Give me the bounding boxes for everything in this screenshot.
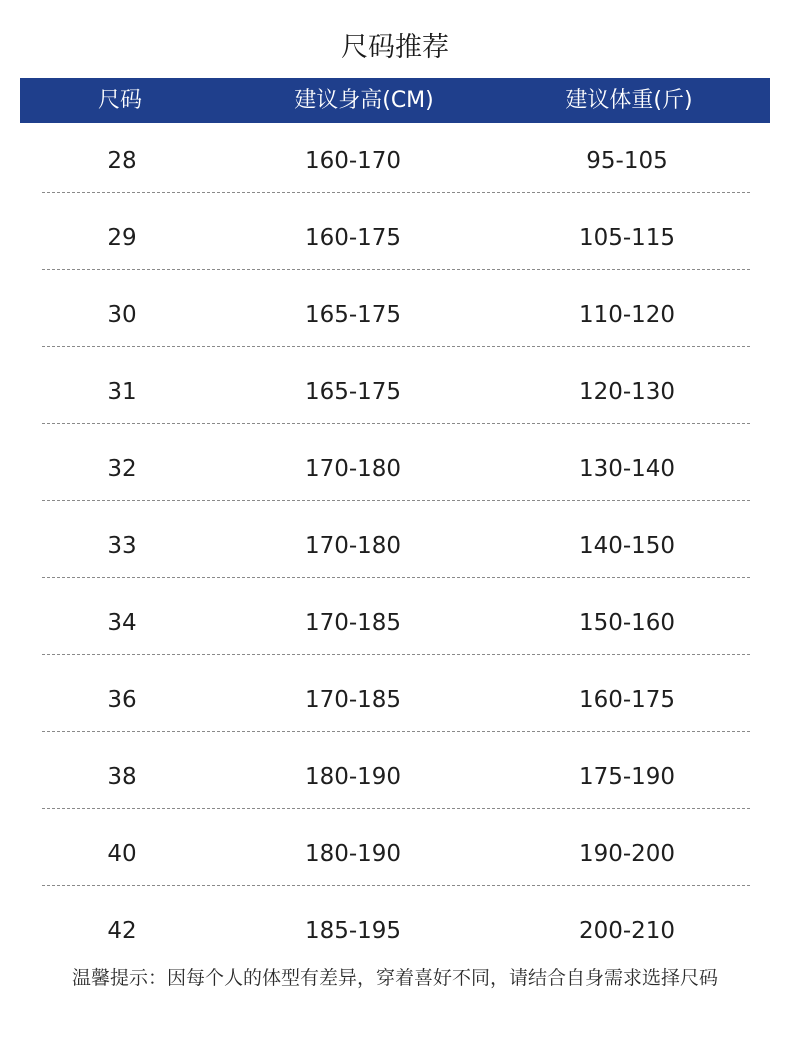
cell-height: 170-185 [304,687,402,713]
table-row [0,662,790,739]
table-row [0,893,790,970]
cell-size: 32 [107,456,137,482]
header-height: 建议身高(CM) [294,88,434,113]
table-row [0,431,790,508]
cell-weight: 120-130 [578,379,676,405]
cell-weight: 140-150 [578,533,676,559]
page-title: 尺码推荐 [341,32,449,63]
tip-note: 温馨提示：因每个人的体型有差异，穿着喜好不同，请结合自身需求选择尺码 [71,967,718,989]
table-row [0,123,790,200]
cell-height: 165-175 [304,302,402,328]
row-divider [42,346,750,347]
cell-size: 36 [107,687,137,713]
row-divider [42,269,750,270]
row-divider [42,192,750,193]
cell-height: 170-180 [304,533,402,559]
cell-height: 165-175 [304,379,402,405]
cell-height: 170-185 [304,610,402,636]
cell-size: 28 [107,148,137,174]
cell-weight: 190-200 [578,841,676,867]
table-row [0,277,790,354]
cell-weight: 105-115 [578,225,676,251]
cell-size: 40 [107,841,137,867]
header-size: 尺码 [97,88,142,113]
cell-weight: 200-210 [578,918,676,944]
header-weight: 建议体重(斤) [565,88,693,113]
row-divider [42,577,750,578]
cell-weight: 160-175 [578,687,676,713]
cell-size: 29 [107,225,137,251]
cell-weight: 95-105 [586,148,668,174]
cell-weight: 110-120 [578,302,676,328]
row-divider [42,654,750,655]
cell-height: 160-170 [304,148,402,174]
cell-height: 180-190 [304,841,402,867]
cell-size: 31 [107,379,137,405]
table-row [0,354,790,431]
table-row [0,816,790,893]
cell-weight: 150-160 [578,610,676,636]
cell-height: 170-180 [304,456,402,482]
table-row [0,585,790,662]
row-divider [42,500,750,501]
table-row [0,200,790,277]
cell-size: 33 [107,533,137,559]
cell-size: 34 [107,610,137,636]
cell-weight: 130-140 [578,456,676,482]
cell-size: 30 [107,302,137,328]
cell-height: 180-190 [304,764,402,790]
cell-size: 42 [107,918,137,944]
cell-height: 160-175 [304,225,402,251]
row-divider [42,885,750,886]
table-row [0,739,790,816]
cell-size: 38 [107,764,137,790]
table-header [20,78,770,123]
row-divider [42,731,750,732]
row-divider [42,423,750,424]
cell-height: 185-195 [304,918,402,944]
row-divider [42,808,750,809]
cell-weight: 175-190 [578,764,676,790]
table-row [0,508,790,585]
